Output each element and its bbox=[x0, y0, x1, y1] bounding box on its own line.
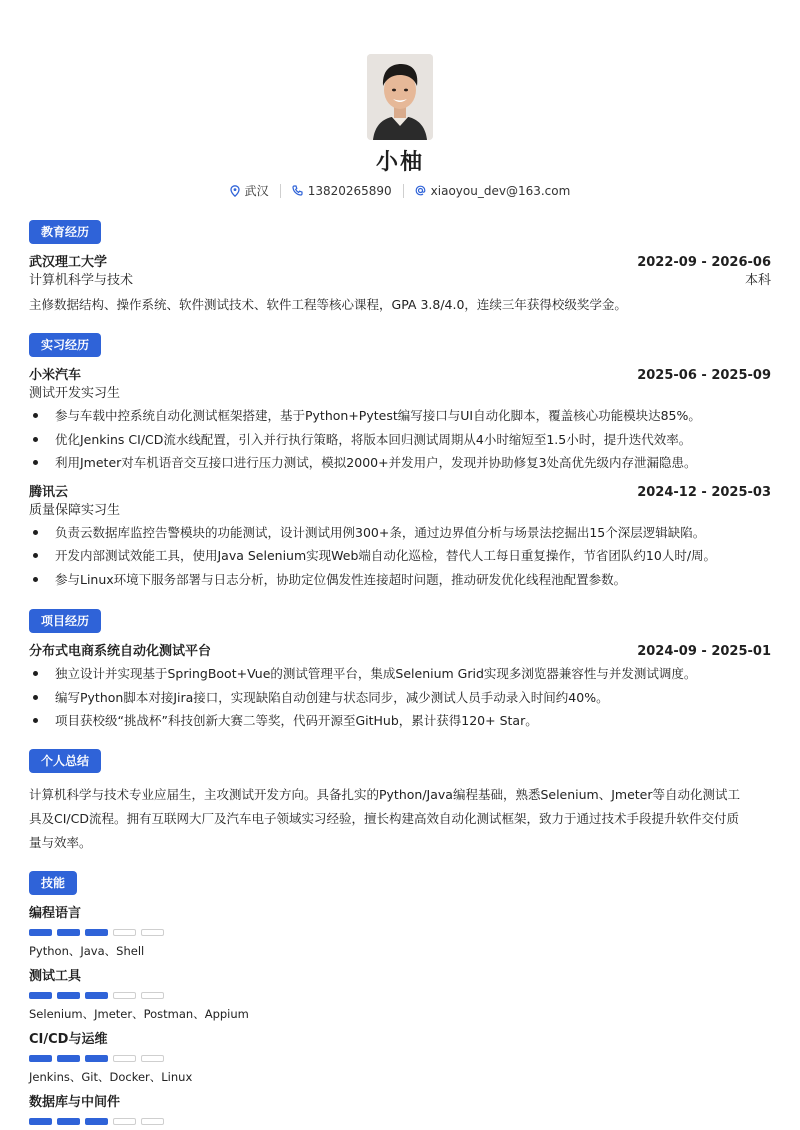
project-name: 分布式电商系统自动化测试平台 bbox=[29, 644, 212, 659]
summary-line: 量与效率。 bbox=[29, 834, 92, 850]
job-role: 测试开发实习生 bbox=[29, 386, 121, 401]
skill-name: 测试工具 bbox=[29, 968, 82, 984]
summary-text bbox=[29, 783, 771, 855]
education-section bbox=[29, 220, 771, 317]
skill-level-segment-filled bbox=[85, 1055, 108, 1062]
project-section bbox=[29, 609, 771, 733]
location-icon bbox=[230, 185, 240, 197]
resume-header bbox=[29, 0, 771, 199]
project-dates: 2024-09 - 2025-01 bbox=[637, 644, 771, 659]
skill-level-segment-filled bbox=[57, 1055, 80, 1062]
section-heading-internship: 实习经历 bbox=[29, 333, 101, 357]
degree: 本科 bbox=[744, 273, 771, 288]
section-heading-project: 项目经历 bbox=[29, 609, 101, 633]
skill-level-segment-empty bbox=[113, 992, 136, 999]
job-role: 质量保障实习生 bbox=[29, 502, 121, 518]
school-name: 武汉理工大学 bbox=[29, 255, 108, 270]
company-name: 小米汽车 bbox=[29, 368, 82, 383]
phone-icon bbox=[292, 185, 303, 196]
list-item: 参与车载中控系统自动化测试框架搭建，基于Python+Pytest编写接口与UI自动化脚本，覆盖核心功能模块达85%。 bbox=[29, 404, 771, 428]
skill-level-segment-empty bbox=[113, 1055, 136, 1062]
summary-line: 具及CI/CD流程。拥有互联网大厂及汽车电子领域实习经验，擅长构建高效自动化测试框架，致力于通过技术手段提升软件交付质 bbox=[29, 810, 739, 826]
major: 计算机科学与技术 bbox=[29, 273, 134, 288]
skill-level-segment-filled bbox=[57, 992, 80, 999]
list-item: 利用Jmeter对车机语音交互接口进行压力测试，模拟2000+并发用户，发现并协助修复3处高优先级内存泄漏隐患。 bbox=[29, 451, 771, 475]
education-entry-sub bbox=[29, 272, 771, 289]
skill-level-segment-empty bbox=[113, 1118, 136, 1125]
list-item: 负责云数据库监控告警模块的功能测试，设计测试用例300+条，通过边界值分析与场景法挖掘出15个深层逻辑缺陷。 bbox=[29, 521, 771, 545]
internship-dates: 2024-12 - 2025-03 bbox=[637, 484, 771, 500]
skill-level-segment-filled bbox=[29, 992, 52, 999]
skill-level-bar bbox=[29, 1055, 771, 1062]
responsibility-list bbox=[29, 521, 771, 592]
skill-level-segment-filled bbox=[29, 929, 52, 936]
contact-location bbox=[219, 182, 280, 199]
list-item: 独立设计并实现基于SpringBoot+Vue的测试管理平台，集成Selenium Grid实现多浏览器兼容性与并发测试调度。 bbox=[29, 662, 771, 686]
company-name: 腾讯云 bbox=[29, 484, 69, 500]
skill-item bbox=[29, 905, 771, 959]
internship-entry bbox=[29, 484, 771, 592]
skill-level-segment-filled bbox=[85, 992, 108, 999]
skill-detail: Selenium、Jmeter、Postman、Appium bbox=[29, 1006, 249, 1021]
skill-item bbox=[29, 1094, 771, 1125]
education-detail: 主修数据结构、操作系统、软件测试技术、软件工程等核心课程，GPA 3.8/4.0，连续三年获得校级奖学金。 bbox=[29, 297, 627, 312]
skill-level-segment-empty bbox=[141, 1118, 164, 1125]
skill-name: 数据库与中间件 bbox=[29, 1094, 121, 1110]
skill-level-segment-filled bbox=[57, 929, 80, 936]
project-entry bbox=[29, 643, 771, 733]
skill-name: CI/CD与运维 bbox=[29, 1031, 108, 1047]
skill-level-bar bbox=[29, 929, 771, 936]
list-item: 编写Python脚本对接Jira接口，实现缺陷自动创建与状态同步，减少测试人员手动录入时间约40%。 bbox=[29, 686, 771, 710]
skill-level-segment-empty bbox=[141, 1055, 164, 1062]
skill-detail: Python、Java、Shell bbox=[29, 943, 145, 958]
skill-level-segment-empty bbox=[141, 992, 164, 999]
education-entry-header bbox=[29, 254, 771, 271]
skill-level-segment-filled bbox=[29, 1055, 52, 1062]
internship-entry bbox=[29, 367, 771, 475]
contact-email bbox=[403, 184, 582, 198]
internship-dates: 2025-06 - 2025-09 bbox=[637, 368, 771, 383]
summary-line: 计算机科学与技术专业应届生，主攻测试开发方向。具备扎实的Python/Java编程基础，熟悉Selenium、Jmeter等自动化测试工 bbox=[29, 786, 741, 802]
skill-detail: Jenkins、Git、Docker、Linux bbox=[29, 1069, 193, 1084]
skill-level-bar bbox=[29, 1118, 771, 1125]
summary-section bbox=[29, 749, 771, 855]
avatar bbox=[367, 54, 433, 140]
skill-level-segment-empty bbox=[141, 929, 164, 936]
skill-level-bar bbox=[29, 992, 771, 999]
responsibility-list bbox=[29, 404, 771, 475]
email-icon bbox=[415, 185, 426, 196]
list-item: 优化Jenkins CI/CD流水线配置，引入并行执行策略，将版本回归测试周期从4小时缩短至1.5小时，提升迭代效率。 bbox=[29, 428, 771, 452]
skills-list bbox=[29, 905, 771, 1125]
list-item: 参与Linux环境下服务部署与日志分析，协助定位偶发性连接超时问题，推动研发优化线程池配置参数。 bbox=[29, 568, 771, 592]
internship-section bbox=[29, 333, 771, 591]
skill-item bbox=[29, 968, 771, 1022]
section-heading-summary: 个人总结 bbox=[29, 749, 101, 773]
skill-level-segment-filled bbox=[29, 1118, 52, 1125]
phone-text[interactable]: 13820265890 bbox=[307, 183, 392, 198]
skills-section bbox=[29, 871, 771, 1125]
skill-item bbox=[29, 1031, 771, 1085]
skill-level-segment-filled bbox=[85, 1118, 108, 1125]
contact-phone bbox=[280, 184, 403, 198]
email-text[interactable]: xiaoyou_dev@163.com bbox=[430, 183, 571, 198]
city-text: 武汉 bbox=[244, 184, 269, 198]
section-heading-education: 教育经历 bbox=[29, 220, 101, 244]
skill-level-segment-filled bbox=[85, 929, 108, 936]
skill-level-segment-filled bbox=[57, 1118, 80, 1125]
skill-name: 编程语言 bbox=[29, 905, 82, 921]
skill-level-segment-empty bbox=[113, 929, 136, 936]
project-bullet-list bbox=[29, 662, 771, 733]
contact-bar bbox=[29, 182, 771, 199]
candidate-name: 小柚 bbox=[375, 150, 424, 175]
list-item: 开发内部测试效能工具，使用Java Selenium实现Web端自动化巡检，替代人工每日重复操作，节省团队约10人时/周。 bbox=[29, 544, 771, 568]
list-item: 项目获校级“挑战杯”科技创新大赛二等奖，代码开源至GitHub，累计获得120+ Star。 bbox=[29, 709, 771, 733]
section-heading-skills: 技能 bbox=[29, 871, 77, 895]
education-dates: 2022-09 - 2026-06 bbox=[637, 255, 771, 270]
